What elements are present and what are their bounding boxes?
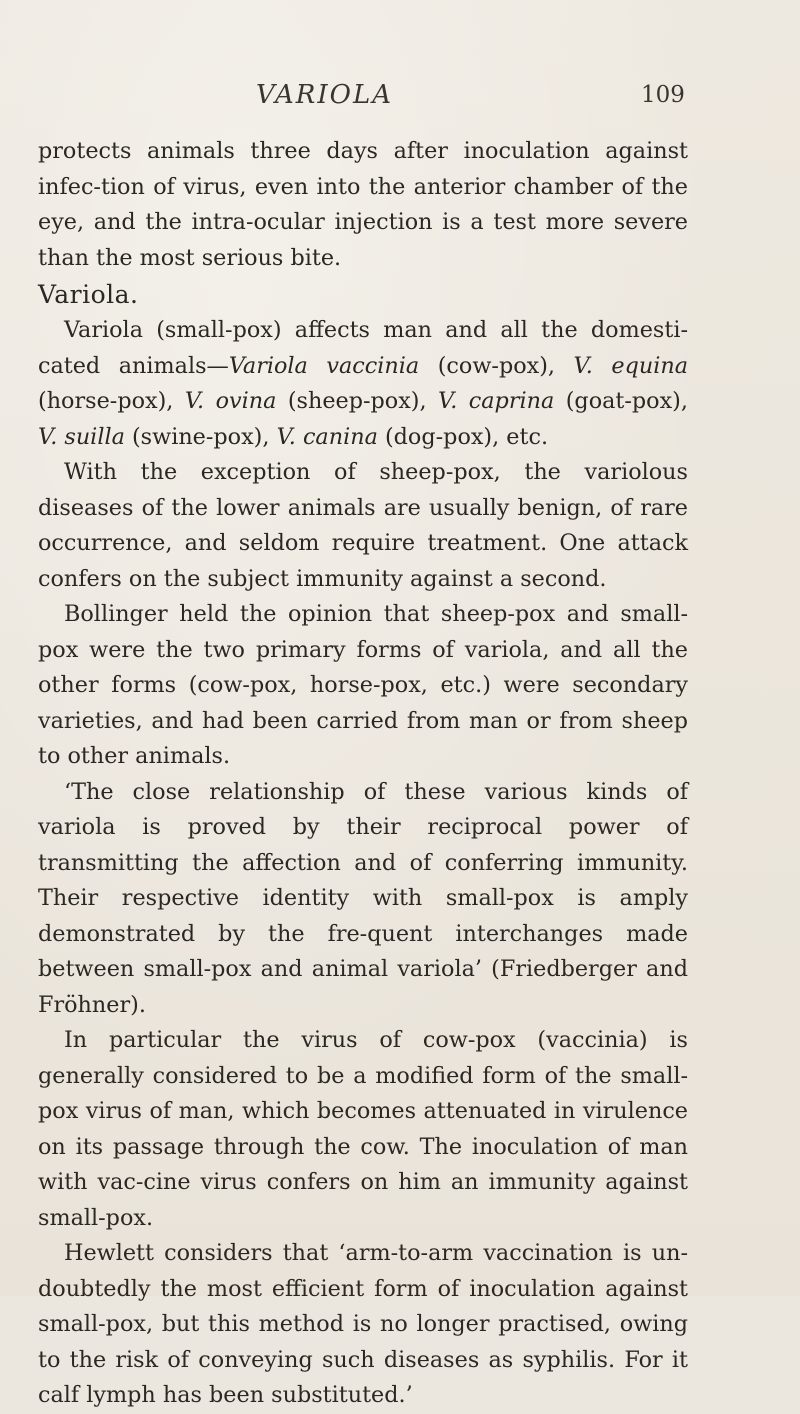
page-number: 109 [641,82,685,108]
text-run: (horse-pox), [38,388,185,414]
text-run: (swine-pox), [124,423,277,450]
paragraph-continued: protects animals three days after inoculation against infec-tion of virus, even into the anterior chamber of the eye, and the intra-ocular injection is a test more severe than the most serious bite. [38,138,688,271]
species-name: V. caprina [438,388,555,414]
paragraph-vaccinia: In particular the virus of cow-pox (vaccinia) is generally considered to be a modified form of the small-pox virus of man, which becomes attenuated in virulence on its passage through the cow. The inoculation of man with vac-cine virus confers on him an immunity against small-pox. [38,1027,688,1231]
paragraph-variola-definition [38,313,688,455]
species-name: V. equina [573,352,688,379]
paragraph-quotation: ‘The close relationship of these various kinds of variola is proved by their reciprocal power of transmitting the affection and of conferring immunity. Their respective identity with small-pox is amply demonstrated by the fre-quent interchanges made between small-pox and animal variola’ (Friedberger and Fröhner). [38,778,688,1018]
running-head [0,80,800,120]
paragraph-bollinger: Bollinger held the opinion that sheep-pox and small-pox were the two primary forms of variola, and all the other forms (cow-pox, horse-pox, etc.) were secondary varieties, and had been carried from man or from sheep to other animals. [38,601,688,769]
paragraph-hewlett: Hewlett considers that ‘arm-to-arm vaccination is un-doubtedly the most efficient form of inoculation against small-pox, but this method is no longer practised, owing to the risk of conveying such diseases as syphilis. For it calf lymph has been substituted.’ [38,1240,688,1408]
text-run: Variola (small-pox) affects man and all the domesti-cated animals— [38,317,688,379]
species-name: Variola vaccinia [228,352,420,379]
text-run: (cow-pox), [419,352,574,379]
species-name: V. ovina [184,388,277,414]
paragraph-exception: With the exception of sheep-pox, the variolous diseases of the lower animals are usually benign, of rare occurrence, and seldom require treatment. One attack confers on the subject immunity against a second. [38,459,688,592]
species-name: V. canina [276,423,378,450]
text-run: (dog-pox), etc. [377,423,549,450]
species-name: V. suilla [38,423,125,450]
running-head-title: VARIOLA [256,80,393,110]
body-text [38,134,688,1414]
section-heading: Variola. [38,280,139,309]
text-run: (sheep-pox), [276,388,439,414]
text-run: (goat-pox), [554,388,688,414]
